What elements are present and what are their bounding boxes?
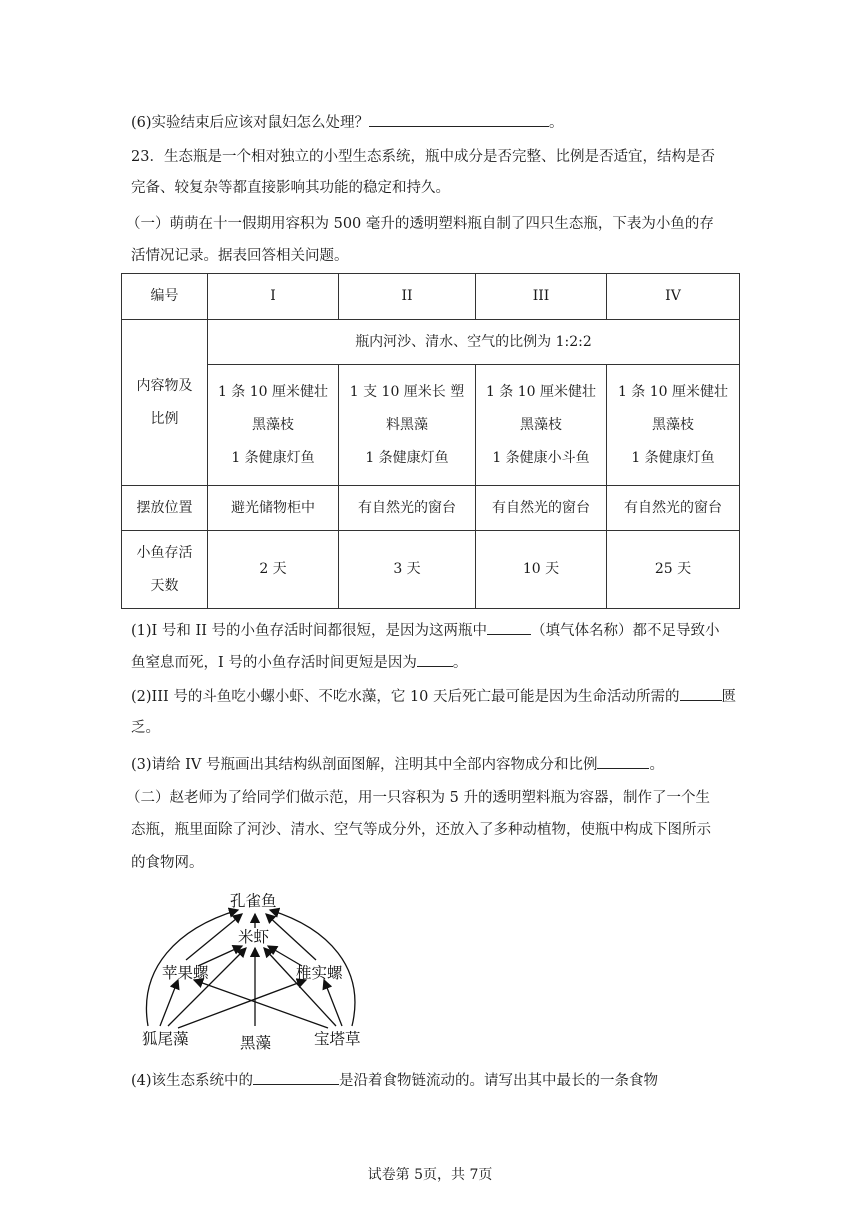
table-row [122,365,740,486]
cell-line: 1 条 10 厘米健壮 [485,383,597,400]
food-web-arrow [198,946,242,966]
contents-label-cell [122,320,208,486]
question-2-line-2: 乏。 [131,720,160,736]
food-web-arrow [178,980,306,1028]
cell-line: 黑藻枝 [520,416,562,433]
organism-label: 米虾 [238,928,270,946]
cell-line: 1 支 10 厘米长 塑 [349,383,465,400]
answer-blank[interactable] [487,620,531,635]
part-2-line-1: （二）赵老师为了给同学们做示范，用一只容积为 5 升的透明塑料瓶为容器，制作了一个生 [126,790,710,806]
question-2-line-1 [131,686,736,707]
food-web-arrow [168,948,246,1026]
part-1-line-1: （一）萌萌在十一假期用容积为 500 毫升的透明塑料瓶自制了四只生态瓶，下表为小鱼的存 [126,216,714,232]
survival-cell: 3 天 [339,531,476,609]
question-1-text: 鱼窒息而死，I 号的小鱼存活时间更短是因为 [131,655,417,671]
question-6-end: 。 [549,115,564,131]
table-header-cell: IV [607,274,740,320]
question-23-line-2: 完备、较复杂等都直接影响其功能的稳定和持久。 [131,180,450,196]
cell-line: 1 条 10 厘米健壮 [217,383,329,400]
question-4-text: 是沿着食物链流动的。请写出其中最长的一条食物 [339,1073,659,1089]
food-web-arrow [264,948,336,1026]
table-header-cell: III [476,274,607,320]
table-header-cell: 编号 [122,274,208,320]
table-header-cell: I [208,274,339,320]
question-1-text: (1)I 号和 II 号的小鱼存活时间都很短，是因为这两瓶中 [131,623,488,639]
survival-cell: 10 天 [476,531,607,609]
placement-cell: 有自然光的窗台 [476,486,607,531]
question-2-text: 匮 [721,689,736,705]
question-6-text: (6)实验结束后应该对鼠妇怎么处理？ [131,115,370,131]
question-2-text: (2)III 号的斗鱼吃小螺小虾、不吃水藻，它 10 天后死亡最可能是因为生命活动所需的 [131,689,680,705]
eco-bottle-table [121,273,740,609]
survival-label-line: 小鱼存活 [136,544,193,561]
placement-cell: 有自然光的窗台 [607,486,740,531]
question-1-text: （填气体名称）都不足导致小 [531,623,720,639]
table-row [122,531,740,609]
cell-line: 料黑藻 [386,416,428,433]
organism-label: 黑藻 [240,1034,272,1052]
page-footer: 试卷第 5页，共 7页 [367,1167,493,1183]
organism-label: 宝塔草 [314,1030,361,1048]
answer-blank[interactable] [597,754,649,769]
question-1-text: 。 [452,655,468,671]
contents-cell [476,365,607,486]
food-web-arrow [324,980,342,1026]
ratio-cell: 瓶内河沙、清水、空气的比例为 1:2:2 [208,320,740,365]
placement-cell: 有自然光的窗台 [339,486,476,531]
cell-line: 1 条健康灯鱼 [365,449,449,466]
cell-line: 1 条健康小斗鱼 [492,449,590,466]
answer-blank[interactable] [680,686,722,701]
cell-line: 1 条健康灯鱼 [231,449,315,466]
question-3-text: 。 [649,757,664,773]
survival-label-line: 天数 [150,577,179,594]
cell-line: 1 条 10 厘米健壮 [617,383,729,400]
contents-cell [208,365,339,486]
table-row [122,486,740,531]
cell-line: 黑藻枝 [252,416,294,433]
answer-blank[interactable] [417,652,453,667]
part-2-line-3: 的食物网。 [131,855,204,871]
cell-line: 黑藻枝 [652,416,694,433]
table-header-cell: II [339,274,476,320]
survival-cell: 2 天 [208,531,339,609]
survival-cell: 25 天 [607,531,740,609]
contents-label-line: 内容物及 [136,377,193,394]
table-row [122,320,740,365]
food-web-arrow [268,946,302,966]
food-web-arrow [186,914,242,960]
question-3 [131,754,664,775]
question-6 [131,112,564,133]
food-web-arrow [194,980,328,1028]
food-web-arrow [266,914,316,960]
survival-label-cell [122,531,208,609]
question-3-text: (3)请给 IV 号瓶画出其结构纵剖面图解，注明其中全部内容物成分和比例 [131,757,598,773]
organism-label: 狐尾藻 [142,1030,189,1048]
answer-blank[interactable] [369,112,549,127]
part-2-line-2: 态瓶，瓶里面除了河沙、清水、空气等成分外，还放入了多种动植物，使瓶中构成下图所示 [131,822,711,838]
question-1-line-2 [131,652,467,673]
contents-cell [339,365,476,486]
organism-label: 苹果螺 [162,964,209,982]
contents-label-line: 比例 [150,410,179,427]
part-1-line-2: 活情况记录。据表回答相关问题。 [131,248,349,264]
question-1-line-1 [131,620,720,641]
placement-cell: 避光储物柜中 [208,486,339,531]
question-23-line-1: 23．生态瓶是一个相对独立的小型生态系统，瓶中成分是否完整、比例是否适宜，结构是否 [131,149,715,165]
cell-line: 1 条健康灯鱼 [631,449,715,466]
placement-label-cell: 摆放位置 [122,486,208,531]
organism-label: 孔雀鱼 [230,892,277,910]
question-4-text: (4)该生态系统中的 [131,1073,254,1089]
table-row [122,274,740,320]
question-4 [131,1070,658,1091]
food-web-diagram [138,888,378,1060]
organism-label: 椎实螺 [296,964,343,982]
answer-blank[interactable] [253,1070,339,1085]
contents-cell [607,365,740,486]
